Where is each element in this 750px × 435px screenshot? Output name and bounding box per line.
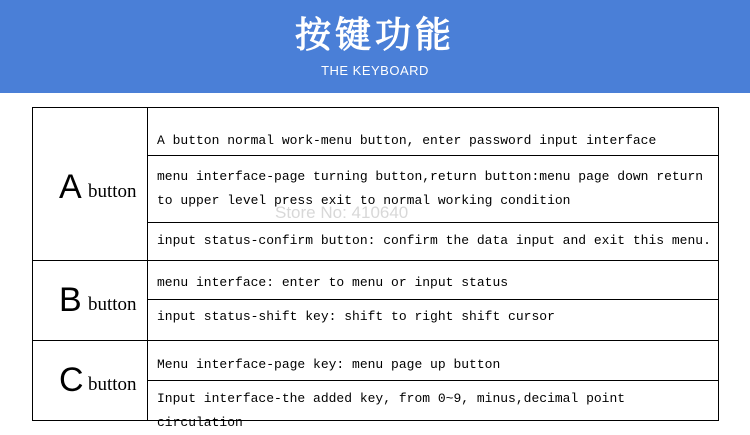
store-watermark: Store No: 410640 — [275, 203, 409, 222]
button-function-table — [32, 107, 719, 430]
button-word: button — [88, 374, 137, 395]
page-title: 按键功能 — [294, 15, 455, 56]
button-c-label — [33, 341, 148, 420]
table-row: A button normal work-menu button, enter password input interface — [157, 133, 657, 148]
table-row: input status-confirm button: confirm the data input and exit this menu. — [148, 222, 718, 260]
button-b-label — [33, 261, 148, 340]
page-subtitle: THE KEYBOARD — [321, 63, 429, 78]
button-c-group — [33, 340, 718, 430]
button-b-group — [33, 260, 718, 340]
button-a-group — [33, 108, 718, 260]
table-row: input status-shift key: shift to right shift cursor — [148, 299, 718, 340]
table-row: menu interface-page turning button,return button:menu page down return to upper level press exit to normal working condition — [148, 155, 718, 222]
button-a-label — [33, 108, 148, 260]
header-banner — [0, 0, 750, 93]
button-letter: A — [59, 168, 82, 206]
table-row: menu interface: enter to menu or input status — [157, 275, 509, 290]
button-word: button — [88, 181, 137, 202]
button-letter: B — [59, 281, 82, 319]
table-row: Input interface-the added key, from 0~9, minus,decimal point circulation — [148, 380, 718, 420]
button-letter: C — [59, 361, 84, 399]
table-row: Menu interface-page key: menu page up button — [157, 357, 501, 372]
button-word: button — [88, 294, 137, 315]
